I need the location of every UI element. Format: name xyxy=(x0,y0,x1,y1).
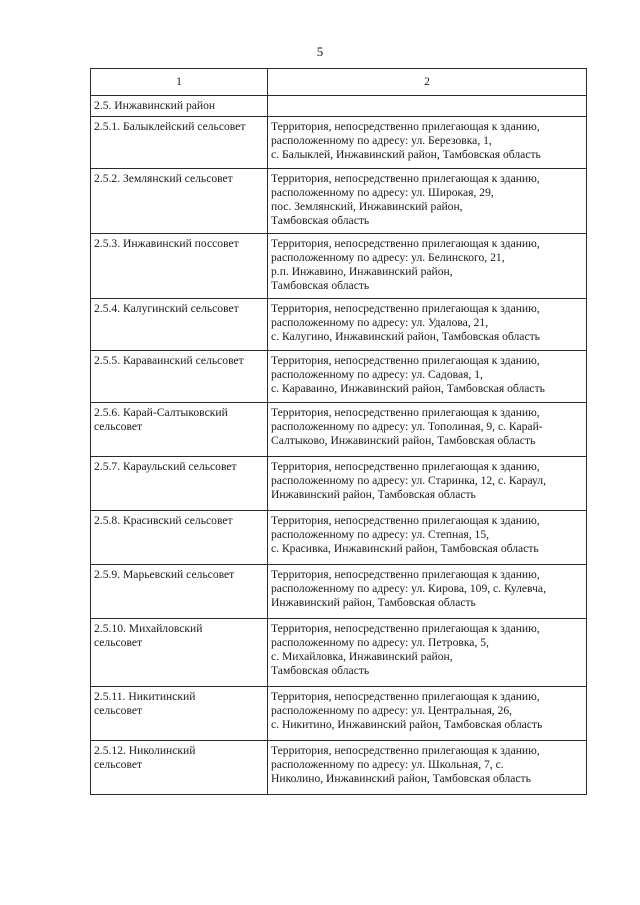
settlement-name-cell xyxy=(91,687,268,741)
section-empty-cell xyxy=(268,96,587,117)
address-line: Территория, непосредственно прилегающая к зданию, xyxy=(271,172,540,185)
settlement-name-line: 2.5.9. Марьевский сельсовет xyxy=(94,568,235,581)
settlement-name-cell xyxy=(91,169,268,234)
settlements-table xyxy=(90,68,587,795)
address-line: р.п. Инжавино, Инжавинский район, xyxy=(271,265,453,278)
address-line: Территория, непосредственно прилегающая к зданию, xyxy=(271,406,540,419)
page-number: 5 xyxy=(316,44,324,59)
address-line: расположенному по адресу: ул. Старинка, 12, с. Караул, xyxy=(271,474,546,487)
address-line: пос. Землянский, Инжавинский район, xyxy=(271,200,463,213)
address-cell xyxy=(268,169,587,234)
settlement-name-line: 2.5.1. Балыклейский сельсовет xyxy=(94,120,246,133)
address-line: Инжавинский район, Тамбовская область xyxy=(271,488,476,501)
address-cell xyxy=(268,234,587,299)
address-cell xyxy=(268,299,587,351)
table-row xyxy=(91,234,587,299)
settlement-name-line: 2.5.5. Караваинский сельсовет xyxy=(94,354,244,367)
address-line: с. Красивка, Инжавинский район, Тамбовская область xyxy=(271,542,539,555)
settlement-name-line: 2.5.8. Красивский сельсовет xyxy=(94,514,233,527)
settlement-name-line: 2.5.4. Калугинский сельсовет xyxy=(94,302,239,315)
address-line: Территория, непосредственно прилегающая к зданию, xyxy=(271,514,540,527)
address-line: расположенному по адресу: ул. Тополиная, 9, с. Карай- xyxy=(271,420,543,433)
table-row xyxy=(91,619,587,687)
address-line: Инжавинский район, Тамбовская область xyxy=(271,596,476,609)
address-line: с. Михайловка, Инжавинский район, xyxy=(271,650,453,663)
settlement-name-cell xyxy=(91,299,268,351)
address-line: расположенному по адресу: ул. Кирова, 109, с. Кулевча, xyxy=(271,582,546,595)
address-cell xyxy=(268,741,587,795)
table-header-row xyxy=(91,69,587,96)
address-line: Территория, непосредственно прилегающая к зданию, xyxy=(271,120,540,133)
address-line: Территория, непосредственно прилегающая к зданию, xyxy=(271,354,540,367)
settlement-name-line: 2.5.11. Никитинский xyxy=(94,690,196,703)
address-line: расположенному по адресу: ул. Белинского, 21, xyxy=(271,251,505,264)
address-line: Тамбовская область xyxy=(271,664,370,677)
column-header-1: 1 xyxy=(91,69,268,96)
table-row xyxy=(91,169,587,234)
address-line: расположенному по адресу: ул. Широкая, 29, xyxy=(271,186,494,199)
settlement-name-line: 2.5.12. Николинский xyxy=(94,744,196,757)
settlement-name-cell xyxy=(91,403,268,457)
table-row xyxy=(91,403,587,457)
address-line: Николино, Инжавинский район, Тамбовская область xyxy=(271,772,531,785)
settlement-name-cell xyxy=(91,741,268,795)
settlement-name-line: 2.5.7. Караульский сельсовет xyxy=(94,460,237,473)
table-row xyxy=(91,299,587,351)
address-cell xyxy=(268,687,587,741)
settlement-name-line: 2.5.10. Михайловский xyxy=(94,622,203,635)
table-row xyxy=(91,457,587,511)
address-line: Салтыково, Инжавинский район, Тамбовская область xyxy=(271,434,536,447)
table-row xyxy=(91,117,587,169)
address-line: с. Никитино, Инжавинский район, Тамбовская область xyxy=(271,718,543,731)
address-cell xyxy=(268,565,587,619)
address-line: Территория, непосредственно прилегающая к зданию, xyxy=(271,460,540,473)
settlement-name-cell xyxy=(91,351,268,403)
section-row xyxy=(91,96,587,117)
address-line: Территория, непосредственно прилегающая к зданию, xyxy=(271,622,540,635)
address-line: расположенному по адресу: ул. Березовка, 1, xyxy=(271,134,492,147)
address-cell xyxy=(268,511,587,565)
address-line: Территория, непосредственно прилегающая к зданию, xyxy=(271,237,540,250)
settlement-name-cell xyxy=(91,619,268,687)
address-cell xyxy=(268,457,587,511)
table-row xyxy=(91,565,587,619)
section-title: 2.5. Инжавинский район xyxy=(91,96,268,117)
settlement-name-cell xyxy=(91,565,268,619)
table-row xyxy=(91,687,587,741)
address-cell xyxy=(268,619,587,687)
table-row xyxy=(91,741,587,795)
settlement-name-line: сельсовет xyxy=(94,636,143,649)
address-line: Территория, непосредственно прилегающая к зданию, xyxy=(271,744,540,757)
address-cell xyxy=(268,403,587,457)
settlement-name-cell xyxy=(91,511,268,565)
address-cell xyxy=(268,117,587,169)
settlement-name-line: сельсовет xyxy=(94,420,143,433)
settlement-name-line: 2.5.2. Землянский сельсовет xyxy=(94,172,233,185)
address-line: Территория, непосредственно прилегающая к зданию, xyxy=(271,568,540,581)
settlement-name-line: 2.5.3. Инжавинский поссовет xyxy=(94,237,239,250)
table-row xyxy=(91,351,587,403)
settlement-name-line: сельсовет xyxy=(94,704,143,717)
address-line: расположенному по адресу: ул. Петровка, 5, xyxy=(271,636,489,649)
settlement-name-line: сельсовет xyxy=(94,758,143,771)
settlement-name-cell xyxy=(91,117,268,169)
address-line: расположенному по адресу: ул. Центральная, 26, xyxy=(271,704,513,717)
address-line: Тамбовская область xyxy=(271,279,370,292)
settlement-name-cell xyxy=(91,457,268,511)
address-line: с. Караваино, Инжавинский район, Тамбовская область xyxy=(271,382,545,395)
address-line: Тамбовская область xyxy=(271,214,370,227)
address-line: с. Калугино, Инжавинский район, Тамбовская область xyxy=(271,330,540,343)
address-line: Территория, непосредственно прилегающая к зданию, xyxy=(271,302,540,315)
address-line: расположенному по адресу: ул. Садовая, 1, xyxy=(271,368,483,381)
address-line: расположенному по адресу: ул. Степная, 15, xyxy=(271,528,490,541)
column-header-2: 2 xyxy=(268,69,587,96)
address-line: Территория, непосредственно прилегающая к зданию, xyxy=(271,690,540,703)
table-row xyxy=(91,511,587,565)
settlement-name-cell xyxy=(91,234,268,299)
table-body xyxy=(91,96,587,795)
settlement-name-line: 2.5.6. Карай-Салтыковский xyxy=(94,406,228,419)
address-line: с. Балыклей, Инжавинский район, Тамбовская область xyxy=(271,148,541,161)
address-line: расположенному по адресу: ул. Удалова, 21, xyxy=(271,316,489,329)
address-cell xyxy=(268,351,587,403)
address-line: расположенному по адресу: ул. Школьная, 7, с. xyxy=(271,758,504,771)
